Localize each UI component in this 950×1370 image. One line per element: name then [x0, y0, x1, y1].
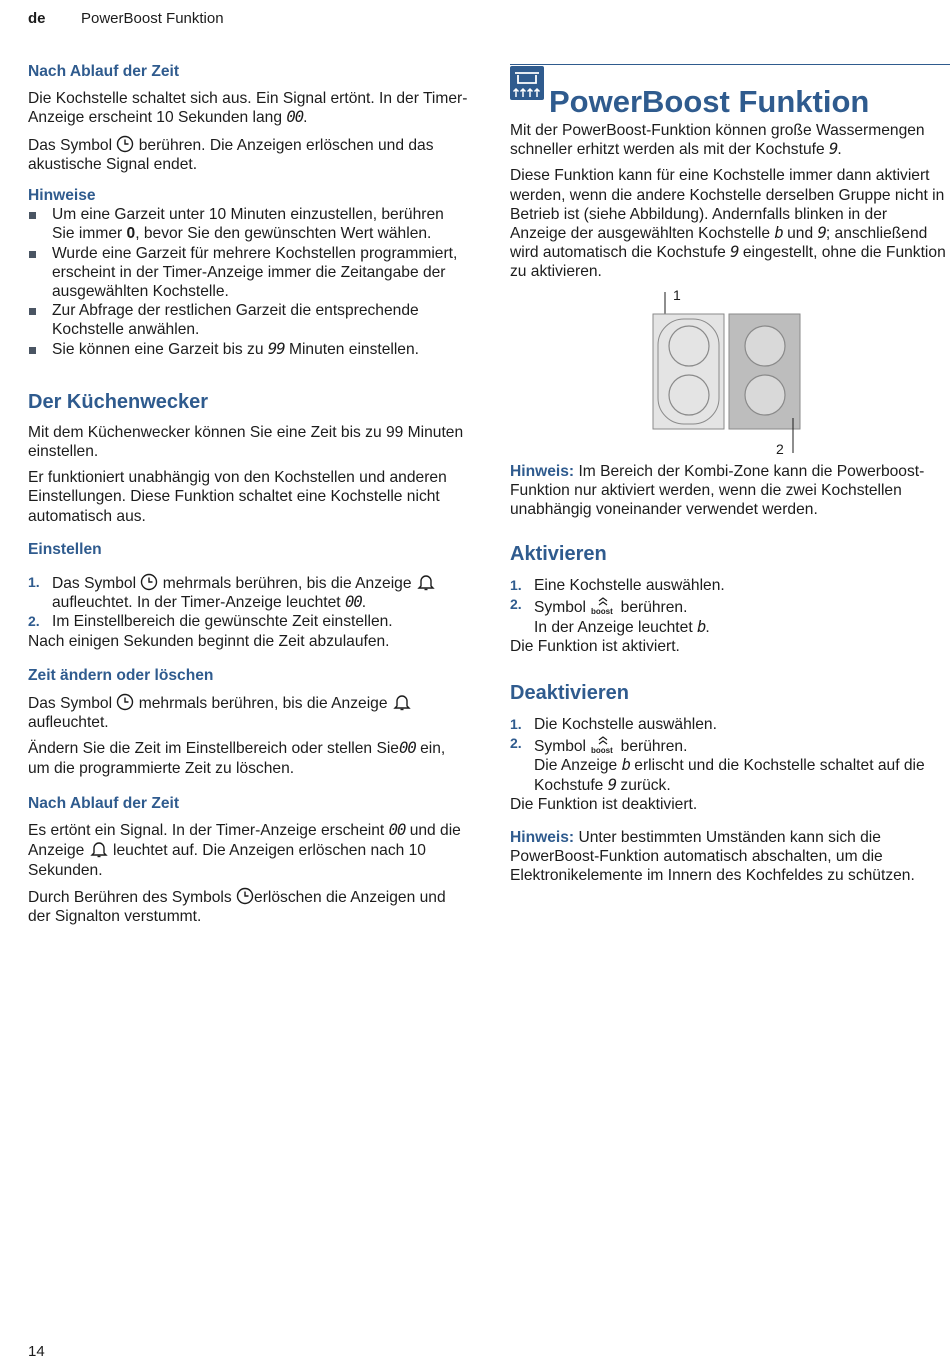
- hint-auto-shutoff: Hinweis: Unter bestimmten Umständen kann sich die PowerBoost-Funktion automatisch abschalten, um die Elektronikelemente im Innern des Kochfeldes zu schützen.: [510, 829, 915, 885]
- left-column: [28, 62, 468, 926]
- paragraph-powerboost-2: Diese Funktion kann für eine Kochstelle immer dann aktiviert werden, wenn die andere Kochstelle derselben Gruppe nicht in Betrieb ist (siehe Abbildung). Andernfalls blinken in der Anzeige der ausgewählten Kochstelle b und 9; anschließend wird automatisch die Kochstufe 9 eingestellt, ohne die Funktion zu aktivieren.: [510, 167, 946, 281]
- display-9: 9: [607, 775, 617, 794]
- boost-icon: [590, 595, 616, 615]
- step-item: 1. Das Symbol mehrmals berühren, bis die Anzeige aufleuchtet. In der Timer-Anzeige leuchtet 00.: [28, 573, 468, 612]
- page-number: 14: [28, 1343, 45, 1360]
- list-item: Um eine Garzeit unter 10 Minuten einzustellen, berühren Sie immer 0, bevor Sie den gewünschten Wert wählen.: [28, 205, 468, 243]
- display-9: 9: [730, 243, 739, 262]
- page-title: PowerBoost Funktion: [549, 83, 870, 119]
- display-b: b: [774, 224, 783, 243]
- running-header-title: PowerBoost Funktion: [81, 10, 224, 27]
- bell-icon: [416, 573, 436, 591]
- step-item: 1. Die Kochstelle auswählen.: [510, 716, 717, 734]
- heading-deaktivieren: Deaktivieren: [510, 682, 629, 705]
- list-item: Sie können eine Garzeit bis zu 99 Minuten einstellen.: [28, 340, 468, 359]
- heading-kuechenwecker: Der Küchenwecker: [28, 390, 209, 413]
- paragraph-nach-ablauf-2a: Es ertönt ein Signal. In der Timer-Anzeige erscheint 00 und die Anzeige leuchtet auf. Die Anzeigen erlöschen nach 10 Sekunden.: [28, 821, 461, 879]
- display-00: 00: [388, 821, 406, 840]
- clock-icon: [236, 887, 254, 905]
- figure-label-2: 2: [776, 440, 784, 457]
- paragraph-nach-ablauf-1a: Die Kochstelle schaltet sich aus. Ein Signal ertönt. In der Timer-Anzeige erscheint 10 Sekunden lang 00.: [28, 90, 468, 127]
- step-item: 2. Symbol boost berühren. Die Anzeige b erlischt und die Kochstelle schaltet auf die Kochstufe 9 zurück.: [510, 735, 925, 794]
- aktivieren-steps: [510, 576, 946, 637]
- display-b: b: [696, 617, 706, 636]
- display-99: 99: [267, 339, 285, 358]
- display-9: 9: [817, 224, 826, 243]
- paragraph-deaktiviert: Die Funktion ist deaktiviert.: [510, 795, 698, 813]
- figure-label-1: 1: [673, 286, 681, 303]
- svg-text:boost: boost: [591, 746, 614, 755]
- step-item: 1. Eine Kochstelle auswählen.: [510, 577, 725, 595]
- heading-aktivieren: Aktivieren: [510, 543, 607, 566]
- clock-icon: [140, 573, 158, 591]
- list-item: Zur Abfrage der restlichen Garzeit die entsprechende Kochstelle anwählen.: [28, 301, 468, 339]
- clock-icon: [116, 135, 134, 153]
- step-item: 2. Im Einstellbereich die gewünschte Zeit einstellen.: [28, 613, 393, 631]
- paragraph-zeit-aendern-2: Ändern Sie die Zeit im Einstellbereich oder stellen Sie00 ein, um die programmierte Zeit zu löschen.: [28, 739, 446, 777]
- clock-icon: [116, 693, 134, 711]
- cooktop-figure: [510, 288, 946, 468]
- powerboost-pot-icon: [510, 66, 544, 100]
- hint-kombi-zone: Hinweis: Im Bereich der Kombi-Zone kann die Powerboost-Funktion nur aktiviert werden, wenn die zwei Kochstellen unabhängig voneinander verwendet werden.: [510, 462, 925, 519]
- list-item: Wurde eine Garzeit für mehrere Kochstellen programmiert, erscheint in der Timer-Anzeige immer die Zeitangabe der ausgewählten Kochstelle.: [28, 244, 468, 302]
- deaktivieren-steps: [510, 715, 946, 795]
- paragraph-powerboost-1: Mit der PowerBoost-Funktion können große Wassermengen schneller erhitzt werden als mit der Kochstufe 9.: [510, 122, 925, 159]
- section-title-block: [510, 62, 946, 119]
- paragraph-zeit-aendern-1: Das Symbol mehrmals berühren, bis die Anzeige aufleuchtet.: [28, 693, 468, 732]
- paragraph-nach-ablauf-1b: Das Symbol berühren. Die Anzeigen erlöschen und das akustische Signal endet.: [28, 136, 434, 173]
- display-9: 9: [828, 140, 838, 159]
- display-00: 00: [286, 108, 304, 127]
- heading-hinweise: Hinweise: [28, 187, 96, 205]
- paragraph-kuechenwecker-1: Mit dem Küchenwecker können Sie eine Zeit bis zu 99 Minuten einstellen.: [28, 423, 464, 461]
- paragraph-kuechenwecker-2: Er funktioniert unabhängig von den Kochstellen und anderen Einstellungen. Diese Funktion schaltet eine Kochstelle nicht automatisch aus.: [28, 469, 447, 525]
- display-00: 00: [344, 593, 362, 612]
- einstellen-steps: [28, 573, 468, 632]
- bell-icon: [89, 840, 109, 858]
- right-column: [510, 62, 946, 886]
- display-b: b: [621, 756, 630, 775]
- title-rule: [510, 64, 950, 65]
- heading-nach-ablauf-2: Nach Ablauf der Zeit: [28, 794, 180, 812]
- heading-einstellen: Einstellen: [28, 540, 102, 558]
- language-code: de: [28, 10, 46, 27]
- heading-nach-ablauf-1: Nach Ablauf der Zeit: [28, 63, 180, 80]
- display-00: 00: [398, 739, 416, 758]
- paragraph-aktiviert: Die Funktion ist aktiviert.: [510, 637, 680, 655]
- step-item: 2. Symbol boost berühren. In der Anzeige leuchtet b.: [510, 596, 710, 636]
- paragraph-einstellen-after: Nach einigen Sekunden beginnt die Zeit abzulaufen.: [28, 632, 390, 650]
- cooktop-diagram: [510, 288, 946, 468]
- paragraph-nach-ablauf-2b: Durch Berühren des Symbols erlöschen die Anzeigen und der Signalton verstummt.: [28, 888, 446, 925]
- svg-text:boost: boost: [591, 607, 614, 616]
- bell-icon: [392, 693, 412, 711]
- heading-zeit-aendern: Zeit ändern oder löschen: [28, 666, 214, 684]
- boost-icon: [590, 734, 616, 754]
- hinweise-list: [28, 205, 468, 359]
